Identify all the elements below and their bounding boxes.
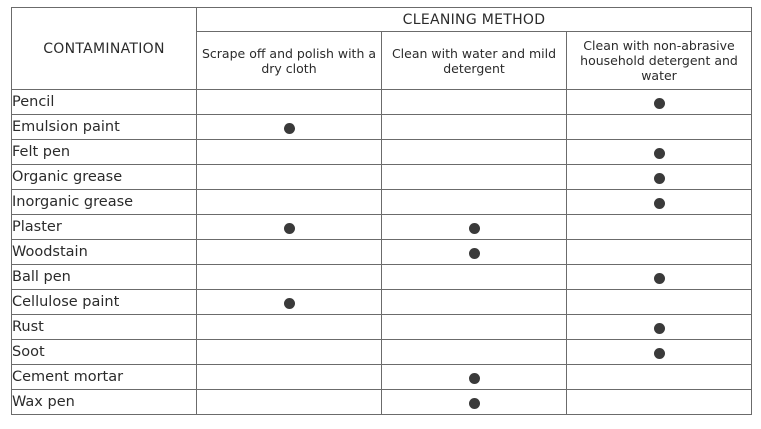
method-cell [197, 190, 382, 215]
applicable-dot-icon [654, 273, 665, 284]
method-cell [567, 265, 752, 290]
method-cell [197, 140, 382, 165]
table-row [12, 190, 752, 215]
method-cell [197, 165, 382, 190]
method-cell [197, 365, 382, 390]
method-cell [197, 265, 382, 290]
method-cell [567, 290, 752, 315]
table-row [12, 215, 752, 240]
contamination-label: Ball pen [12, 265, 197, 290]
method-header-mild-detergent: Clean with water and mild detergent [382, 32, 567, 90]
table-row [12, 315, 752, 340]
method-cell [382, 315, 567, 340]
contamination-label: Inorganic grease [12, 190, 197, 215]
method-header-household-detergent: Clean with non-abrasive household detergent and water [567, 32, 752, 90]
method-cell [567, 340, 752, 365]
method-cell [567, 165, 752, 190]
table-row [12, 140, 752, 165]
applicable-dot-icon [469, 398, 480, 409]
contamination-label: Cellulose paint [12, 290, 197, 315]
table-row [12, 340, 752, 365]
method-cell [382, 115, 567, 140]
method-cell [567, 315, 752, 340]
contamination-label: Soot [12, 340, 197, 365]
contamination-label: Pencil [12, 90, 197, 115]
method-cell [197, 290, 382, 315]
contamination-label: Organic grease [12, 165, 197, 190]
table-row [12, 365, 752, 390]
method-cell [567, 90, 752, 115]
method-cell [382, 390, 567, 415]
contamination-label: Felt pen [12, 140, 197, 165]
table-row [12, 90, 752, 115]
method-cell [382, 215, 567, 240]
table-row [12, 390, 752, 415]
contamination-label: Plaster [12, 215, 197, 240]
contamination-label: Cement mortar [12, 365, 197, 390]
cleaning-method-table [11, 7, 752, 415]
applicable-dot-icon [654, 98, 665, 109]
applicable-dot-icon [469, 223, 480, 234]
method-cell [567, 365, 752, 390]
applicable-dot-icon [469, 373, 480, 384]
table-row [12, 290, 752, 315]
method-cell [382, 365, 567, 390]
method-cell [382, 240, 567, 265]
applicable-dot-icon [654, 173, 665, 184]
applicable-dot-icon [284, 123, 295, 134]
method-cell [567, 190, 752, 215]
method-cell [197, 115, 382, 140]
method-cell [382, 340, 567, 365]
method-cell [197, 90, 382, 115]
applicable-dot-icon [284, 298, 295, 309]
method-cell [567, 140, 752, 165]
method-header-dry-cloth: Scrape off and polish with a dry cloth [197, 32, 382, 90]
method-cell [197, 215, 382, 240]
table-row [12, 265, 752, 290]
method-cell [197, 315, 382, 340]
contamination-label: Woodstain [12, 240, 197, 265]
method-cell [567, 115, 752, 140]
method-cell [197, 240, 382, 265]
applicable-dot-icon [654, 323, 665, 334]
table-body [12, 90, 752, 415]
method-cell [197, 340, 382, 365]
method-cell [567, 215, 752, 240]
method-cell [382, 90, 567, 115]
method-cell [382, 190, 567, 215]
table-row [12, 115, 752, 140]
method-cell [382, 165, 567, 190]
applicable-dot-icon [469, 248, 480, 259]
applicable-dot-icon [654, 148, 665, 159]
table-row [12, 165, 752, 190]
method-cell [567, 240, 752, 265]
method-cell [382, 290, 567, 315]
table-row [12, 240, 752, 265]
method-cell [382, 265, 567, 290]
method-cell [382, 140, 567, 165]
contamination-label: Emulsion paint [12, 115, 197, 140]
method-cell [567, 390, 752, 415]
contamination-label: Rust [12, 315, 197, 340]
contamination-label: Wax pen [12, 390, 197, 415]
applicable-dot-icon [654, 348, 665, 359]
cleaning-method-header: CLEANING METHOD [197, 8, 752, 32]
contamination-header: CONTAMINATION [12, 8, 197, 90]
applicable-dot-icon [284, 223, 295, 234]
applicable-dot-icon [654, 198, 665, 209]
method-cell [197, 390, 382, 415]
